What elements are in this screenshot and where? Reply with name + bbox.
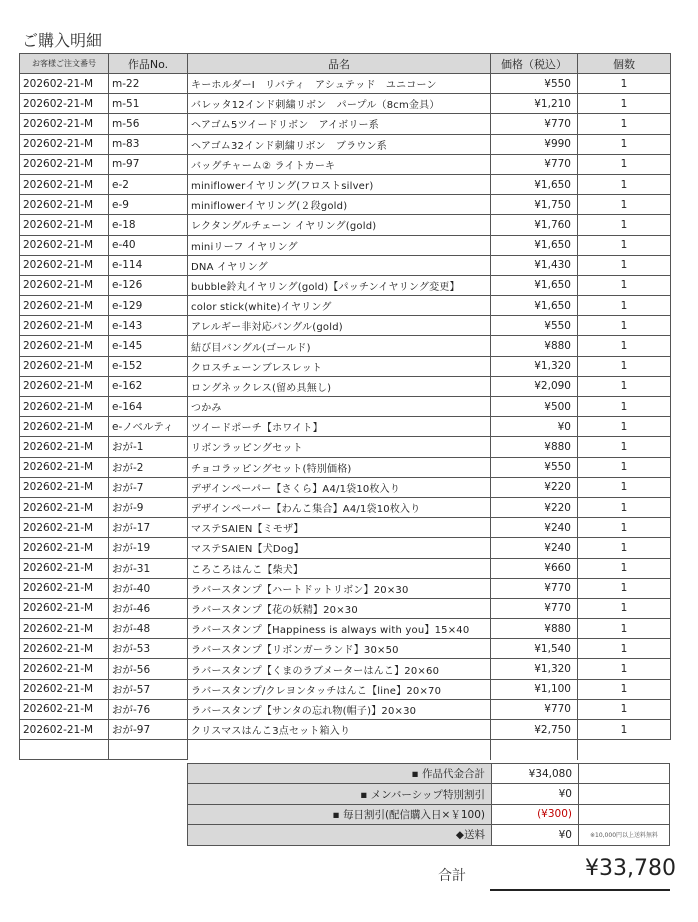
summary-value: ¥34,080 — [492, 764, 579, 784]
table-row — [20, 336, 671, 356]
item-number-cell: おが-17 — [109, 518, 188, 538]
quantity-cell: 1 — [578, 417, 671, 437]
item-number-cell: e-143 — [109, 316, 188, 336]
summary-label: ▪ メンバーシップ特別割引 — [188, 784, 492, 804]
table-header-row — [20, 54, 671, 74]
summary-value: ¥0 — [492, 825, 579, 845]
order-number-cell: 202602-21-M — [20, 538, 109, 558]
item-name-cell: 結び目バングル(ゴールド) — [188, 336, 491, 356]
quantity-cell: 1 — [578, 235, 671, 255]
price-cell: ¥220 — [491, 477, 578, 497]
order-number-cell: 202602-21-M — [20, 336, 109, 356]
price-cell: ¥770 — [491, 114, 578, 134]
item-name-cell: バレッタ12インド刺繍リボン パープル（8cm金具） — [188, 94, 491, 114]
order-number-cell: 202602-21-M — [20, 195, 109, 215]
summary-table — [187, 763, 670, 846]
order-number-cell: 202602-21-M — [20, 174, 109, 194]
table-row — [20, 578, 671, 598]
item-number-cell: e-162 — [109, 376, 188, 396]
table-row — [20, 518, 671, 538]
item-name-cell: デザインペーパー【わんこ集合】A4/1袋10枚入り — [188, 497, 491, 517]
item-name-cell: ラバースタンプ/クレヨンタッチはんこ【line】20×70 — [188, 679, 491, 699]
total-value: ¥33,780 — [585, 856, 676, 881]
price-cell: ¥500 — [491, 397, 578, 417]
price-cell: ¥770 — [491, 154, 578, 174]
price-cell: ¥770 — [491, 598, 578, 618]
summary-value: (¥300) — [492, 804, 579, 824]
table-row — [20, 296, 671, 316]
summary-note — [579, 784, 670, 804]
item-name-cell: miniリーフ イヤリング — [188, 235, 491, 255]
quantity-cell: 1 — [578, 134, 671, 154]
price-cell: ¥880 — [491, 619, 578, 639]
order-number-cell: 202602-21-M — [20, 94, 109, 114]
quantity-cell: 1 — [578, 114, 671, 134]
order-number-cell: 202602-21-M — [20, 215, 109, 235]
table-row — [20, 619, 671, 639]
price-cell: ¥550 — [491, 316, 578, 336]
price-cell: ¥1,100 — [491, 679, 578, 699]
price-cell: ¥990 — [491, 134, 578, 154]
item-number-cell: おが-56 — [109, 659, 188, 679]
blank-cell — [20, 740, 109, 760]
table-row — [20, 275, 671, 295]
order-number-cell: 202602-21-M — [20, 296, 109, 316]
item-name-cell: ラバースタンプ【ハートドットリボン】20×30 — [188, 578, 491, 598]
item-number-cell: e-164 — [109, 397, 188, 417]
item-number-cell: e-152 — [109, 356, 188, 376]
item-number-cell: おが-19 — [109, 538, 188, 558]
item-name-cell: DNA イヤリング — [188, 255, 491, 275]
item-number-cell: おが-57 — [109, 679, 188, 699]
order-number-cell: 202602-21-M — [20, 497, 109, 517]
quantity-cell: 1 — [578, 174, 671, 194]
item-number-cell: おが-1 — [109, 437, 188, 457]
table-row — [20, 356, 671, 376]
item-name-cell: ロングネックレス(留め具無し) — [188, 376, 491, 396]
item-number-cell: m-97 — [109, 154, 188, 174]
item-name-cell: チョコラッピングセット(特別価格) — [188, 457, 491, 477]
table-row — [20, 699, 671, 719]
order-number-cell: 202602-21-M — [20, 619, 109, 639]
item-number-cell: おが-7 — [109, 477, 188, 497]
table-row — [20, 538, 671, 558]
summary-note — [579, 764, 670, 784]
price-cell: ¥240 — [491, 518, 578, 538]
item-number-cell: おが-40 — [109, 578, 188, 598]
table-row — [20, 235, 671, 255]
item-name-cell: color stick(white)イヤリング — [188, 296, 491, 316]
item-name-cell: ツイードポーチ【ホワイト】 — [188, 417, 491, 437]
item-name-cell: バッグチャーム② ライトカーキ — [188, 154, 491, 174]
price-cell: ¥240 — [491, 538, 578, 558]
quantity-cell: 1 — [578, 336, 671, 356]
quantity-cell: 1 — [578, 619, 671, 639]
price-cell: ¥1,650 — [491, 296, 578, 316]
item-name-cell: ラバースタンプ【くまのラブメーターはんこ】20×60 — [188, 659, 491, 679]
table-row — [20, 215, 671, 235]
order-number-cell: 202602-21-M — [20, 255, 109, 275]
quantity-cell: 1 — [578, 74, 671, 94]
summary-row-shipping — [188, 825, 670, 845]
table-row — [20, 94, 671, 114]
quantity-cell: 1 — [578, 659, 671, 679]
quantity-cell: 1 — [578, 195, 671, 215]
blank-cell — [578, 740, 671, 760]
order-number-cell: 202602-21-M — [20, 659, 109, 679]
item-name-cell: つかみ — [188, 397, 491, 417]
order-number-cell: 202602-21-M — [20, 699, 109, 719]
order-number-cell: 202602-21-M — [20, 134, 109, 154]
blank-cell — [491, 740, 578, 760]
item-name-cell: レクタングルチェーン イヤリング(gold) — [188, 215, 491, 235]
order-number-cell: 202602-21-M — [20, 316, 109, 336]
order-number-cell: 202602-21-M — [20, 437, 109, 457]
quantity-cell: 1 — [578, 720, 671, 740]
table-row — [20, 174, 671, 194]
price-cell: ¥770 — [491, 578, 578, 598]
table-row — [20, 457, 671, 477]
item-number-cell: おが-46 — [109, 598, 188, 618]
price-cell: ¥1,210 — [491, 94, 578, 114]
price-cell: ¥550 — [491, 74, 578, 94]
quantity-cell: 1 — [578, 578, 671, 598]
item-number-cell: e-ノベルティ — [109, 417, 188, 437]
table-row — [20, 659, 671, 679]
summary-note — [579, 804, 670, 824]
quantity-cell: 1 — [578, 397, 671, 417]
summary-label: ▪ 作品代金合計 — [188, 764, 492, 784]
price-cell: ¥880 — [491, 437, 578, 457]
summary-row-subtotal — [188, 764, 670, 784]
item-name-cell: デザインペーパー【さくら】A4/1袋10枚入り — [188, 477, 491, 497]
quantity-cell: 1 — [578, 255, 671, 275]
item-name-cell: bubble鈴丸イヤリング(gold)【パッチンイヤリング変更】 — [188, 275, 491, 295]
blank-cell — [188, 740, 491, 760]
order-number-cell: 202602-21-M — [20, 275, 109, 295]
summary-value: ¥0 — [492, 784, 579, 804]
blank-row — [20, 740, 671, 760]
item-name-cell: クロスチェーンブレスレット — [188, 356, 491, 376]
item-number-cell: おが-53 — [109, 639, 188, 659]
order-number-cell: 202602-21-M — [20, 558, 109, 578]
summary-label: ▪ 毎日割引(配信購入日×￥100) — [188, 804, 492, 824]
quantity-cell: 1 — [578, 296, 671, 316]
item-name-cell: アレルギー非対応バングル(gold) — [188, 316, 491, 336]
quantity-cell: 1 — [578, 94, 671, 114]
item-number-cell: おが-2 — [109, 457, 188, 477]
table-row — [20, 720, 671, 740]
quantity-cell: 1 — [578, 275, 671, 295]
blank-cell — [109, 740, 188, 760]
quantity-cell: 1 — [578, 215, 671, 235]
table-row — [20, 639, 671, 659]
quantity-cell: 1 — [578, 558, 671, 578]
price-cell: ¥1,650 — [491, 275, 578, 295]
table-row — [20, 558, 671, 578]
price-cell: ¥1,320 — [491, 659, 578, 679]
table-row — [20, 154, 671, 174]
price-cell: ¥770 — [491, 699, 578, 719]
item-name-cell: リボンラッピングセット — [188, 437, 491, 457]
summary-row-daily-discount — [188, 804, 670, 824]
price-cell: ¥220 — [491, 497, 578, 517]
price-cell: ¥880 — [491, 336, 578, 356]
table-row — [20, 679, 671, 699]
table-row — [20, 195, 671, 215]
price-cell: ¥550 — [491, 457, 578, 477]
quantity-cell: 1 — [578, 518, 671, 538]
table-row — [20, 497, 671, 517]
item-name-cell: ラバースタンプ【花の妖精】20×30 — [188, 598, 491, 618]
price-cell: ¥1,650 — [491, 235, 578, 255]
item-number-cell: おが-76 — [109, 699, 188, 719]
item-number-cell: e-9 — [109, 195, 188, 215]
order-number-cell: 202602-21-M — [20, 639, 109, 659]
table-row — [20, 376, 671, 396]
summary-row-membership-discount — [188, 784, 670, 804]
quantity-cell: 1 — [578, 679, 671, 699]
item-name-cell: マステSAIEN【犬Dog】 — [188, 538, 491, 558]
table-row — [20, 74, 671, 94]
table-row — [20, 255, 671, 275]
item-name-cell: キーホルダーⅠ リバティ アシュテッド ユニコーン — [188, 74, 491, 94]
order-number-cell: 202602-21-M — [20, 154, 109, 174]
summary-note: ※10,000円以上送料無料 — [579, 825, 670, 845]
order-number-cell: 202602-21-M — [20, 397, 109, 417]
page-title: ご購入明細 — [22, 31, 103, 50]
quantity-cell: 1 — [578, 699, 671, 719]
item-number-cell: おが-9 — [109, 497, 188, 517]
table-row — [20, 598, 671, 618]
table-row — [20, 437, 671, 457]
item-number-cell: おが-48 — [109, 619, 188, 639]
item-name-cell: マステSAIEN【ミモザ】 — [188, 518, 491, 538]
table-row — [20, 114, 671, 134]
order-number-cell: 202602-21-M — [20, 376, 109, 396]
quantity-cell: 1 — [578, 598, 671, 618]
item-name-cell: miniflowerイヤリング(２段gold) — [188, 195, 491, 215]
price-cell: ¥1,540 — [491, 639, 578, 659]
header-item-name: 品名 — [188, 54, 491, 74]
price-cell: ¥0 — [491, 417, 578, 437]
order-number-cell: 202602-21-M — [20, 578, 109, 598]
item-number-cell: m-22 — [109, 74, 188, 94]
item-number-cell: e-145 — [109, 336, 188, 356]
price-cell: ¥1,760 — [491, 215, 578, 235]
table-row — [20, 417, 671, 437]
order-items-table — [19, 53, 671, 760]
price-cell: ¥2,750 — [491, 720, 578, 740]
price-cell: ¥660 — [491, 558, 578, 578]
table-row — [20, 477, 671, 497]
summary-label: ◆送料 — [188, 825, 492, 845]
item-number-cell: m-51 — [109, 94, 188, 114]
header-quantity: 個数 — [578, 54, 671, 74]
price-cell: ¥1,430 — [491, 255, 578, 275]
item-number-cell: e-2 — [109, 174, 188, 194]
quantity-cell: 1 — [578, 538, 671, 558]
item-name-cell: クリスマスはんこ3点セット箱入り — [188, 720, 491, 740]
item-name-cell: ラバースタンプ【Happiness is always with you】15×40 — [188, 619, 491, 639]
order-number-cell: 202602-21-M — [20, 720, 109, 740]
quantity-cell: 1 — [578, 154, 671, 174]
item-name-cell: ヘアゴム5ツイードリボン アイボリー系 — [188, 114, 491, 134]
table-row — [20, 316, 671, 336]
item-name-cell: ラバースタンプ【リボンガーランド】30×50 — [188, 639, 491, 659]
quantity-cell: 1 — [578, 316, 671, 336]
price-cell: ¥1,650 — [491, 174, 578, 194]
quantity-cell: 1 — [578, 437, 671, 457]
price-cell: ¥1,320 — [491, 356, 578, 376]
order-number-cell: 202602-21-M — [20, 114, 109, 134]
order-number-cell: 202602-21-M — [20, 679, 109, 699]
order-number-cell: 202602-21-M — [20, 518, 109, 538]
quantity-cell: 1 — [578, 477, 671, 497]
item-number-cell: e-40 — [109, 235, 188, 255]
order-number-cell: 202602-21-M — [20, 74, 109, 94]
item-number-cell: e-129 — [109, 296, 188, 316]
item-number-cell: m-83 — [109, 134, 188, 154]
item-number-cell: e-126 — [109, 275, 188, 295]
order-number-cell: 202602-21-M — [20, 417, 109, 437]
quantity-cell: 1 — [578, 639, 671, 659]
order-number-cell: 202602-21-M — [20, 356, 109, 376]
item-name-cell: ヘアゴム32インド刺繍リボン ブラウン系 — [188, 134, 491, 154]
item-name-cell: ラバースタンプ【サンタの忘れ物(帽子)】20×30 — [188, 699, 491, 719]
quantity-cell: 1 — [578, 356, 671, 376]
quantity-cell: 1 — [578, 457, 671, 477]
item-number-cell: m-56 — [109, 114, 188, 134]
price-cell: ¥1,750 — [491, 195, 578, 215]
item-number-cell: e-18 — [109, 215, 188, 235]
item-name-cell: ころころはんこ【柴犬】 — [188, 558, 491, 578]
table-row — [20, 397, 671, 417]
table-row — [20, 134, 671, 154]
price-cell: ¥2,090 — [491, 376, 578, 396]
header-price: 価格（税込） — [491, 54, 578, 74]
order-number-cell: 202602-21-M — [20, 457, 109, 477]
order-number-cell: 202602-21-M — [20, 235, 109, 255]
item-number-cell: おが-31 — [109, 558, 188, 578]
quantity-cell: 1 — [578, 497, 671, 517]
order-number-cell: 202602-21-M — [20, 477, 109, 497]
total-label: 合計 — [438, 868, 466, 884]
item-number-cell: e-114 — [109, 255, 188, 275]
item-name-cell: miniflowerイヤリング(フロストsilver) — [188, 174, 491, 194]
total-underline — [490, 889, 670, 891]
quantity-cell: 1 — [578, 376, 671, 396]
header-order-number: お客様ご注文番号 — [20, 54, 109, 74]
order-number-cell: 202602-21-M — [20, 598, 109, 618]
item-number-cell: おが-97 — [109, 720, 188, 740]
header-item-number: 作品No. — [109, 54, 188, 74]
